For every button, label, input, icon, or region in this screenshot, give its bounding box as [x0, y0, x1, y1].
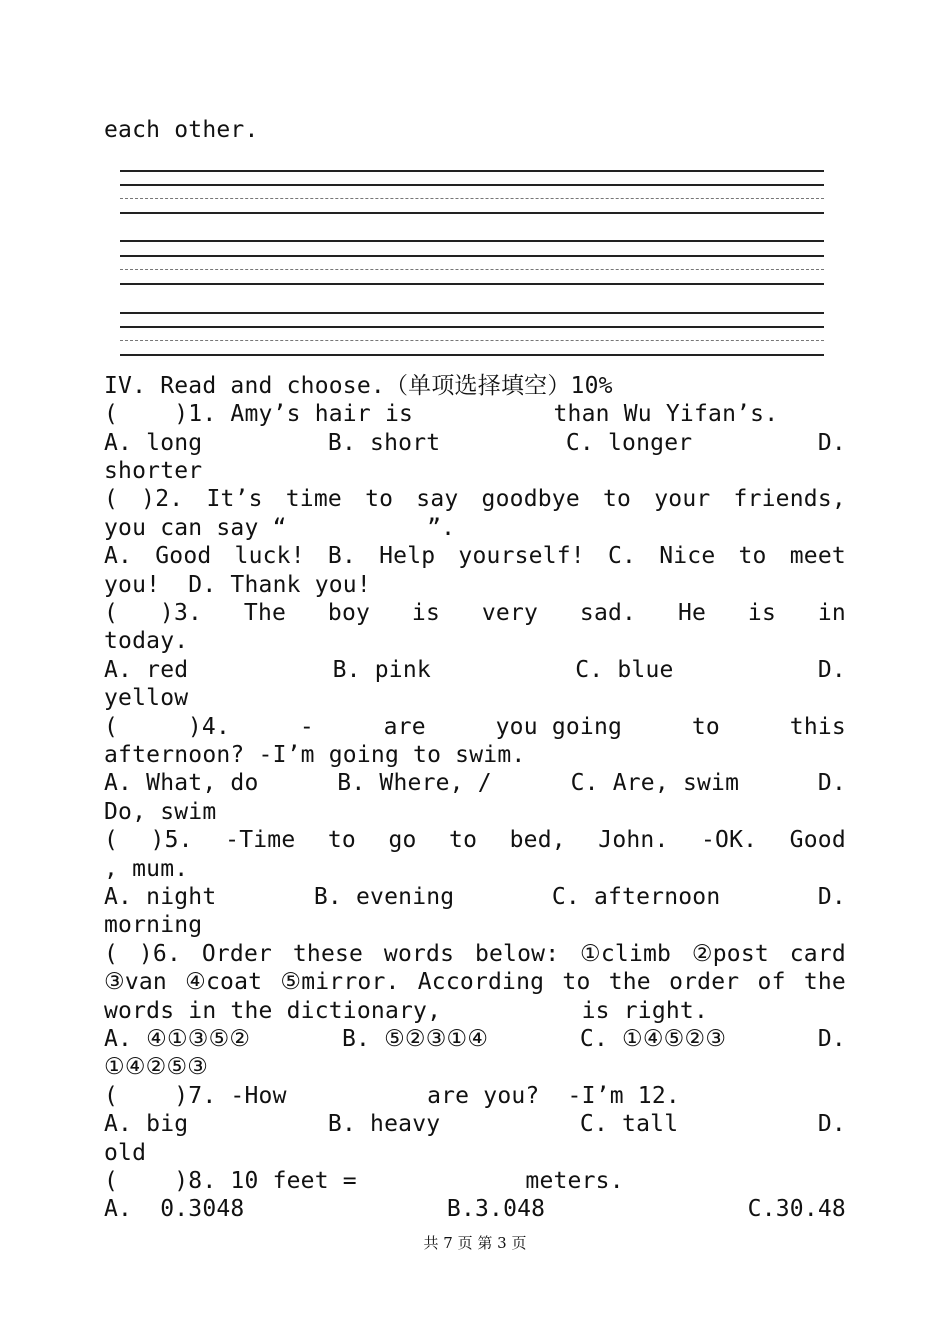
question-number: )2.: [141, 486, 184, 512]
option-c[interactable]: C. blue: [575, 657, 674, 683]
word: yourself!: [458, 543, 585, 569]
option-a[interactable]: A. ④①③⑤②: [104, 1026, 251, 1052]
answer-blank[interactable]: (: [104, 827, 119, 853]
word: you going: [495, 714, 623, 740]
word: bed,: [509, 827, 566, 853]
word: order: [669, 969, 740, 995]
option-b[interactable]: B. pink: [332, 657, 431, 683]
word: -Time: [225, 827, 296, 853]
word: to: [449, 827, 478, 853]
question-number: )4.: [187, 714, 231, 740]
word: luck!: [234, 543, 305, 569]
option-d-text: ①④②⑤③: [104, 1054, 209, 1080]
option-d-text: old: [104, 1140, 147, 1166]
option-c[interactable]: C. afternoon: [551, 884, 721, 910]
intro-tail-text: each other.: [104, 117, 259, 143]
word: Help: [379, 543, 436, 569]
option-c[interactable]: C. longer: [565, 430, 693, 456]
writing-rule: [120, 240, 824, 242]
option-d[interactable]: D.: [817, 430, 846, 456]
option-c[interactable]: C.30.48: [747, 1196, 846, 1222]
question-2-stem-line2: you can say “ ”.: [104, 515, 456, 541]
word: ②post: [691, 941, 769, 967]
word: Order: [201, 941, 273, 967]
word: card: [789, 941, 846, 967]
option-d-text: Do, swim: [104, 799, 217, 825]
word: ④coat: [185, 969, 263, 995]
question-8-options: [104, 1195, 846, 1223]
word: goodbye: [481, 486, 580, 512]
word: It’s: [206, 486, 263, 512]
word: say: [416, 486, 459, 512]
word: to: [691, 714, 720, 740]
question-5-options: [104, 883, 846, 911]
writing-rule: [120, 283, 824, 285]
question-1-options: [104, 429, 846, 457]
question-2-options: [104, 542, 846, 570]
word: is: [411, 600, 441, 626]
question-7-options: [104, 1110, 846, 1138]
question-6-stem-line2: [104, 968, 846, 996]
option-c[interactable]: C. tall: [579, 1111, 679, 1137]
question-number: )6.: [138, 941, 182, 967]
word: to: [738, 543, 767, 569]
writing-rule: [120, 269, 824, 270]
word: friends,: [733, 486, 846, 512]
option-d[interactable]: D.: [817, 657, 846, 683]
question-2-stem: [104, 485, 846, 513]
option-d[interactable]: D.: [817, 770, 846, 796]
question-8-stem: ( )8. 10 feet = meters.: [104, 1168, 624, 1194]
option-b-label[interactable]: B.: [327, 543, 356, 569]
question-4-stem-line2: afternoon? -I’m going to swim.: [104, 742, 526, 768]
answer-blank[interactable]: (: [104, 486, 119, 512]
word: Good: [155, 543, 212, 569]
option-b[interactable]: B.3.048: [446, 1196, 546, 1222]
word: are: [383, 714, 426, 740]
question-6-stem-line3: words in the dictionary, is right.: [104, 998, 709, 1024]
writing-rule: [120, 184, 824, 186]
question-5-stem-line2: , mum.: [104, 856, 189, 882]
word: to: [603, 486, 632, 512]
option-c[interactable]: C. Are, swim: [570, 770, 740, 796]
word: this: [789, 714, 846, 740]
question-2-options-line2: you! D. Thank you!: [104, 572, 371, 598]
question-1-stem: ( )1. Amy’s hair is than Wu Yifan’s.: [104, 401, 779, 427]
word: ③van: [104, 969, 167, 995]
option-b[interactable]: B. heavy: [327, 1111, 441, 1137]
option-b[interactable]: B. Where, /: [337, 770, 492, 796]
word: to: [327, 827, 356, 853]
option-a[interactable]: A. red: [104, 657, 189, 683]
word: very: [481, 600, 539, 626]
option-b[interactable]: B. evening: [313, 884, 455, 910]
word: go: [388, 827, 417, 853]
writing-rule: [120, 312, 824, 314]
option-c[interactable]: C. ①④⑤②③: [579, 1026, 727, 1052]
option-a[interactable]: A. big: [104, 1111, 189, 1137]
option-b[interactable]: B. ⑤②③①④: [341, 1026, 489, 1052]
word: Nice: [659, 543, 716, 569]
question-6-stem: [104, 940, 846, 968]
option-a[interactable]: A. long: [104, 430, 203, 456]
option-a[interactable]: A. night: [104, 884, 217, 910]
option-a-label[interactable]: A.: [104, 543, 133, 569]
option-d[interactable]: D.: [817, 884, 846, 910]
section-title: IV. Read and choose.（单项选择填空）10%: [104, 373, 613, 399]
word: ①climb: [580, 941, 672, 967]
word: meet: [789, 543, 846, 569]
option-d-text: shorter: [104, 458, 203, 484]
question-7-stem: ( )7. -How are you? -I’m 12.: [104, 1083, 680, 1109]
writing-rule: [120, 198, 824, 199]
question-4-options: [104, 769, 846, 797]
word: sad.: [579, 600, 637, 626]
word: boy: [327, 600, 371, 626]
word: Good: [789, 827, 846, 853]
word: of: [757, 969, 786, 995]
writing-rule: [120, 212, 824, 214]
word: -: [299, 714, 314, 740]
word: words: [383, 941, 455, 967]
writing-rule: [120, 255, 824, 257]
writing-rule: [120, 354, 824, 356]
question-3-stem-line2: today.: [104, 628, 189, 654]
word: He: [677, 600, 707, 626]
writing-rule: [120, 170, 824, 172]
word: John.: [598, 827, 669, 853]
answer-blank[interactable]: (: [104, 600, 119, 626]
word: The: [243, 600, 287, 626]
word: the: [803, 969, 846, 995]
option-a[interactable]: A. What, do: [104, 770, 259, 796]
writing-rule: [120, 340, 824, 341]
answer-blank[interactable]: (: [104, 941, 119, 967]
word: ⑤mirror.: [280, 969, 400, 995]
question-3-options: [104, 656, 846, 684]
option-b[interactable]: B. short: [327, 430, 441, 456]
question-number: )3.: [159, 600, 203, 626]
option-d-text: morning: [104, 912, 203, 938]
option-d[interactable]: D.: [817, 1111, 846, 1137]
question-number: )5.: [150, 827, 193, 853]
word: the: [608, 969, 651, 995]
question-6-options: [104, 1025, 846, 1053]
word: these: [292, 941, 364, 967]
word: your: [654, 486, 711, 512]
word: in: [817, 600, 846, 626]
question-3-stem: [104, 599, 846, 627]
word: According: [417, 969, 545, 995]
word: time: [285, 486, 342, 512]
word: to: [365, 486, 394, 512]
option-c-label[interactable]: C.: [607, 543, 637, 569]
word: -OK.: [701, 827, 758, 853]
answer-blank[interactable]: (: [104, 714, 119, 740]
word: below:: [474, 941, 560, 967]
word: to: [562, 969, 591, 995]
question-5-stem: [104, 826, 846, 854]
option-d[interactable]: D.: [817, 1026, 846, 1052]
option-a[interactable]: A. 0.3048: [104, 1196, 245, 1222]
page-footer: 共 7 页 第 3 页: [423, 1234, 527, 1252]
option-d-text: yellow: [104, 685, 189, 711]
writing-rule: [120, 326, 824, 328]
question-4-stem: [104, 713, 846, 741]
word: is: [747, 600, 777, 626]
